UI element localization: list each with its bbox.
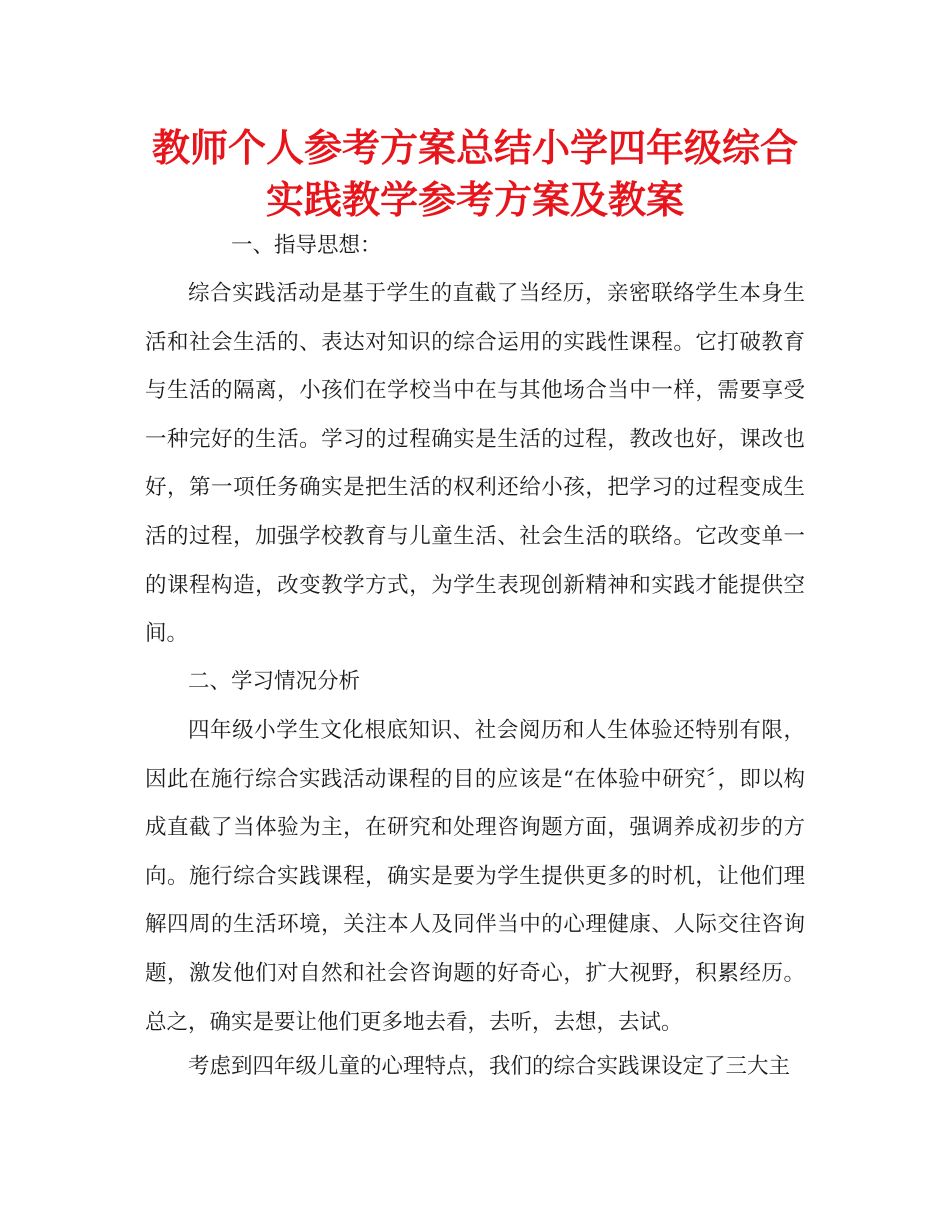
section-heading-guiding-thought: 一、指导思想： xyxy=(231,233,382,258)
paragraph-continuation: 考虑到四年级儿童的心理特点，我们的综合实践课设定了三大主 xyxy=(188,1054,791,1079)
document-title: 教师个人参考方案总结小学四年级综合实践教学参考方案及教案 xyxy=(151,126,798,222)
paragraph-learning-analysis: 四年级小学生文化根底知识、社会阅历和人生体验还特别有限，因此在施行综合实践活动课程的目的应该是“在体验中研究〞，即以构成直截了当体验为主，在研究和处理咨询题方面，强调养成初步的方向。施行综合实践课程，确实是要为学生提供更多的时机，让他们理解四周的生活环境，关注本人及同伴当中的心理健康、人际交往咨询题，激发他们对自然和社会咨询题的好奇心，扩大视野，积累经历。总之，确实是要让他们更多地去看，去听，去想，去试。 xyxy=(145,718,805,1035)
section-heading-learning-analysis: 二、学习情况分析 xyxy=(188,669,361,694)
paragraph-guiding-thought: 综合实践活动是基于学生的直截了当经历，亲密联络学生本身生活和社会生活的、表达对知识的综合运用的实践性课程。它打破教育与生活的隔离，小孩们在学校当中在与其他场合当中一样，需要享受一种完好的生活。学习的过程确实是生活的过程，教改也好，课改也好，第一项任务确实是把生活的权利还给小孩，把学习的过程变成生活的过程，加强学校教育与儿童生活、社会生活的联络。它改变单一的课程构造，改变教学方式，为学生表现创新精神和实践才能提供空间。 xyxy=(145,281,805,647)
